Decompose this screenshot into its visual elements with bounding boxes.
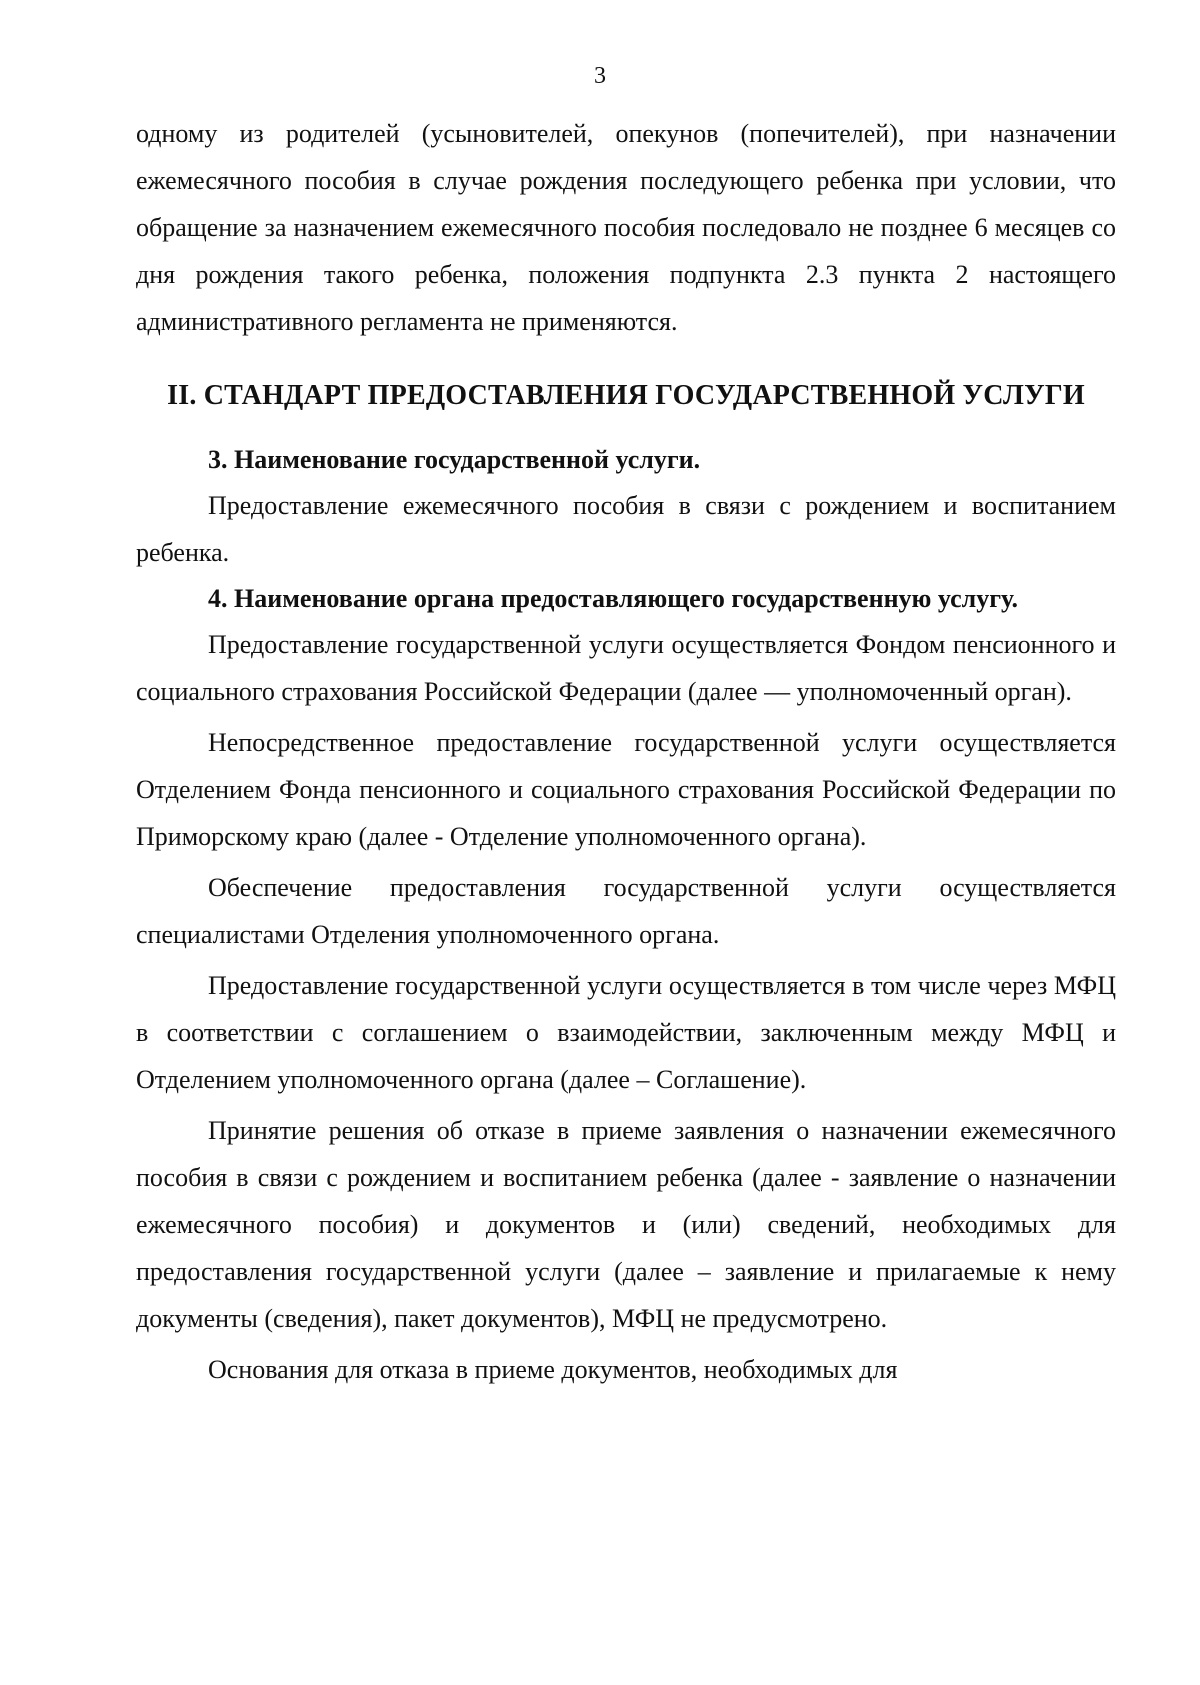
paragraph-refusal-grounds: Основания для отказа в приеме документов, необходимых для bbox=[208, 1355, 898, 1384]
subheading-service-name: 3. Наименование государственной услуги. bbox=[208, 445, 701, 474]
paragraph-provision-support: Обеспечение предоставления государственной услуги осуществляется специалистами Отделения уполномоченного органа. bbox=[136, 873, 1116, 949]
paragraph-mfc: Предоставление государственной услуги осуществляется в том числе через МФЦ в соответствии с соглашением о взаимодействии, заключенным между МФЦ и Отделением уполномоченного органа (далее – Соглашение). bbox=[136, 971, 1116, 1094]
subheading-authority-name: 4. Наименование органа предоставляющего государственную услугу. bbox=[208, 584, 1018, 613]
section-title: II. СТАНДАРТ ПРЕДОСТАВЛЕНИЯ ГОСУДАРСТВЕННОЙ УСЛУГИ bbox=[167, 380, 1085, 411]
page-number: 3 bbox=[594, 63, 606, 89]
paragraph-refusal-decision: Принятие решения об отказе в приеме заявления о назначении ежемесячного пособия в связи с рождением и воспитанием ребенка (далее - заявление о назначении ежемесячного пособия) и документов и (или) сведений, необходимых для предоставления государственной услуги (далее – заявление и прилагаемые к нему документы (сведения), пакет документов), МФЦ не предусмотрено. bbox=[136, 1116, 1116, 1333]
paragraph-service-name: Предоставление ежемесячного пособия в связи с рождением и воспитанием ребенка. bbox=[136, 491, 1116, 567]
paragraph-authority: Предоставление государственной услуги осуществляется Фондом пенсионного и социального страхования Российской Федерации (далее — уполномоченный орган). bbox=[136, 630, 1116, 706]
intro-paragraph: одному из родителей (усыновителей, опекунов (попечителей), при назначении ежемесячного пособия в случае рождения последующего ребенка при условии, что обращение за назначением ежемесячного пособия последовало не позднее 6 месяцев со дня рождения такого ребенка, положения подпункта 2.3 пункта 2 настоящего административного регламента не применяются. bbox=[136, 119, 1116, 336]
page-content bbox=[136, 110, 1116, 1393]
paragraph-direct-provision: Непосредственное предоставление государственной услуги осуществляется Отделением Фонда пенсионного и социального страхования Российской Федерации по Приморскому краю (далее - Отделение уполномоченного органа). bbox=[136, 728, 1116, 851]
